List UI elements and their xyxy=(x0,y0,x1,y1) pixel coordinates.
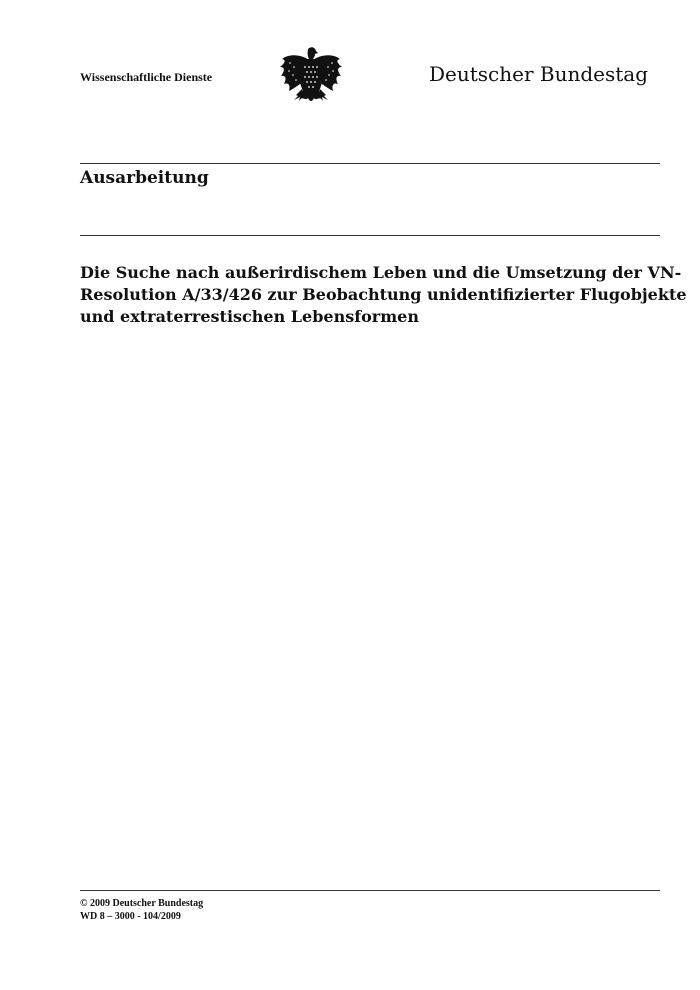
divider-top xyxy=(80,163,660,164)
footer xyxy=(80,897,203,923)
title-line: Die Suche nach außerirdischem Leben und die Umsetzung der VN- xyxy=(80,263,682,282)
federal-eagle-icon xyxy=(278,45,344,107)
document-title xyxy=(80,262,687,328)
department-label: Wissenschaftliche Dienste xyxy=(80,70,213,84)
title-line: Resolution A/33/426 zur Beobachtung unidentifizierter Flugobjekte xyxy=(80,285,687,304)
title-line: und extraterrestischen Lebensformen xyxy=(80,307,419,326)
divider-bottom xyxy=(80,890,660,891)
organization-name: Deutscher Bundestag xyxy=(429,62,649,86)
document-type: Ausarbeitung xyxy=(80,168,209,188)
copyright-notice: © 2009 Deutscher Bundestag xyxy=(80,898,204,909)
divider-middle xyxy=(80,235,660,236)
document-reference: WD 8 – 3000 - 104/2009 xyxy=(80,911,181,922)
